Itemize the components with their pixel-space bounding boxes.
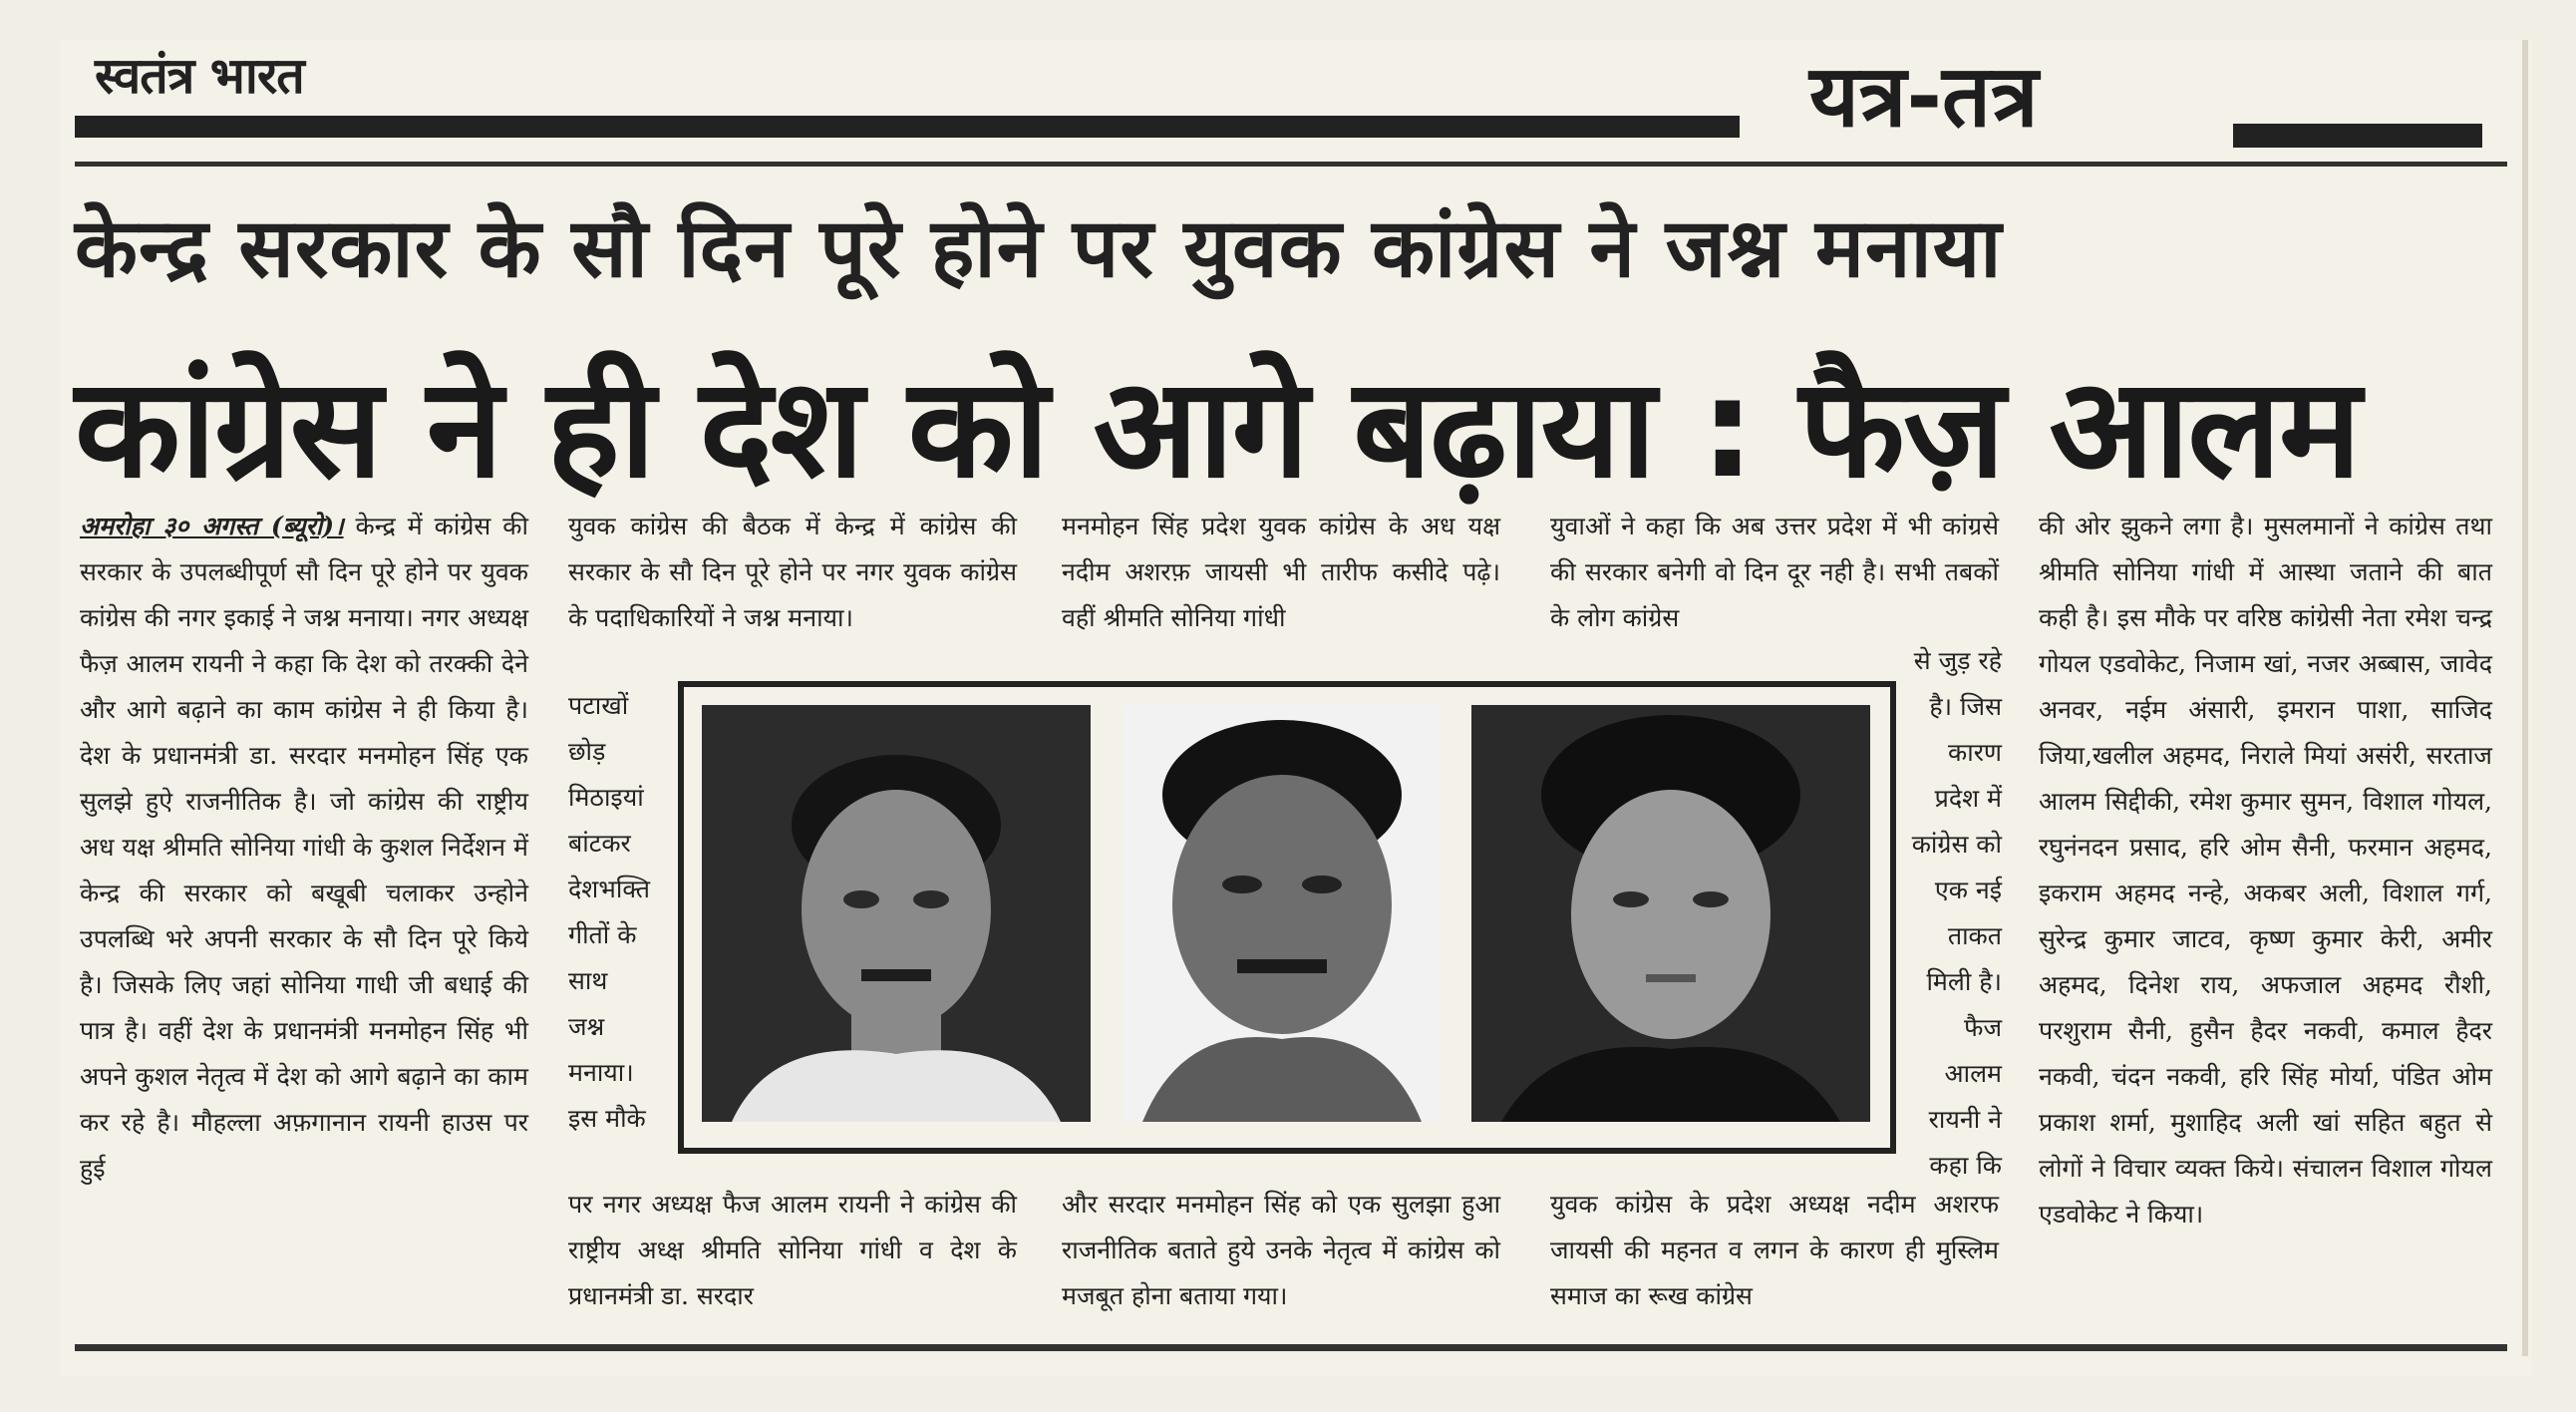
text-line: नईम अंसारी, इमरान पाशा, साजिद जिया,खलील	[2039, 695, 2492, 770]
column-text	[80, 512, 528, 1183]
text-line: अशरफ जायसी की महनत व लगन के	[1550, 1190, 1999, 1264]
text-line: कांग्रेस की सरकार के उपलब्धीपूर्ण सौ	[80, 512, 528, 586]
headline-kicker: केन्द्र सरकार के सौ दिन पूरे होने पर युवक कांग्रेस ने जश्न मनाया	[75, 201, 2003, 296]
article-column-3-top	[1062, 504, 1500, 641]
column-text	[1884, 638, 2002, 1189]
text-line: रायनी ने	[1928, 1105, 2002, 1134]
column-text	[1550, 1182, 1999, 1319]
text-line: प्रधानमंत्री मनमोहन सिंह भी अपने कुशल	[80, 1016, 528, 1091]
column-text	[568, 504, 1017, 641]
text-line: एडवोकेट ने किया।	[2039, 1200, 2204, 1229]
text-line: मिली है।	[1926, 967, 2002, 996]
text-line: इकाई ने जश्न मनाया। नगर अध्यक्ष फैज़	[80, 603, 529, 678]
text-line: दिन पूरे किये है। जिसके लिए जहां सोनिया	[80, 924, 528, 999]
text-line: विचार व्यक्त किये। संचालन विशाल गोयल	[2113, 1154, 2492, 1183]
text-line: गांधी व देश के प्रधानमंत्री डा. सरदार	[568, 1236, 1017, 1310]
article-column-2-top	[568, 504, 1017, 641]
text-line: से जुड़ रहे	[1913, 646, 2002, 675]
text-line: गाधी जी बधाई की पात्र है। वहीं देश के	[80, 970, 528, 1045]
column-text	[568, 683, 668, 1142]
text-line: छोड़	[568, 737, 606, 766]
column-text	[568, 1182, 1017, 1319]
text-line: विशाल गर्ग, सुरेन्द्र कुमार जाटव, कृष्ण कुमार	[2039, 879, 2492, 953]
text-line: पर नगर अध्यक्ष फैज आलम रायनी ने	[568, 1190, 914, 1219]
text-line: सरदार मनमोहन सिंह एक सुलझे हुऐ	[80, 741, 528, 816]
article-column-4-bottom	[1550, 1182, 1999, 1319]
text-line: युवक कांग्रेस की बैठक में केन्द्र में कांग्रेस	[568, 512, 977, 540]
text-line: में केन्द्र की सरकार को बखूबी चलाकर	[80, 833, 528, 907]
text-line: निजाम खां, नजर अब्बास, जावेद अनवर,	[2039, 649, 2492, 724]
text-line: की ओर झुकने लगा है। मुसलमानों ने	[2039, 512, 2379, 540]
article-column-2-narrow	[568, 683, 668, 1142]
column-text	[1550, 504, 1999, 641]
page-edge	[2522, 40, 2528, 1356]
text-line: कांग्रेस को	[1911, 830, 2002, 859]
text-line: कारण	[1948, 738, 2002, 767]
text-line: नेतृत्व में देश को आगे बढ़ाने का काम	[196, 1062, 528, 1091]
text-line: युवाओं ने कहा कि अब उत्तर प्रदेश में	[1550, 512, 1897, 540]
text-line: राजनीतिक है। जो कांग्रेस की राष्ट्रीय अध	[80, 787, 528, 862]
masthead-rule-thin	[75, 162, 2507, 167]
text-line: यक्ष नदीम अशरफ़ जायसी भी तारीफ	[1062, 512, 1500, 586]
column-text	[1062, 1182, 1500, 1319]
masthead-logo: स्वतंत्र भारत	[95, 47, 304, 105]
text-line: रघुनंनदन प्रसाद, हरि ओम सैनी, फरमान	[2039, 833, 2414, 862]
text-line: है। जिस	[1929, 692, 2002, 721]
bottom-rule	[75, 1344, 2507, 1351]
text-line: कांग्रेस की राष्ट्रीय अध्क्ष श्रीमति सोनिया	[568, 1190, 1017, 1264]
text-line: मिठाइयां	[568, 783, 644, 812]
text-line: उन्होने उपलब्धि भरे अपनी सरकार के सौ	[80, 879, 528, 953]
text-line: यक्ष श्रीमति सोनिया गांधी के कुशल निर्देशन	[122, 833, 505, 862]
text-line: दिन पूरे होने पर युवक कांग्रेस की नगर	[80, 557, 528, 632]
text-line: कसीदे पढ़े। वहीं श्रीमति सोनिया गांधी	[1062, 557, 1500, 632]
text-line: केन्द्र में	[355, 512, 423, 540]
text-line: गीतों के	[568, 920, 637, 949]
text-line: अहमद, निराले मियां असंरी, सरताज आलम	[2039, 741, 2492, 816]
text-line: इस मौके	[568, 1104, 646, 1133]
text-line: नकवी, कमाल हैदर नकवी, चंदन नकवी,	[2039, 1016, 2492, 1091]
article-column-4-narrow	[1884, 638, 2002, 1189]
text-line: ही किया है। देश के प्रधानमंत्री डा.	[80, 695, 528, 770]
dateline: अमरोहा ३० अगस्त (ब्यूरो)।	[80, 512, 344, 540]
photo-block	[678, 681, 1896, 1154]
headline-main: कांग्रेस ने ही देश को आगे बढ़ाया : फैज़ आलम	[75, 348, 2360, 509]
text-line: कांग्रेस तथा श्रीमति सोनिया गांधी में आस्था	[2039, 512, 2492, 586]
text-line: मौहल्ला अफ़गानान रायनी हाउस पर हुई	[80, 1108, 529, 1183]
text-line: ताकत	[1947, 921, 2002, 950]
masthead-rule-right	[2233, 124, 2482, 148]
text-line: जताने की बात कही है। इस मौके पर वरिष्ठ	[2039, 557, 2492, 632]
text-line: भी कांग्रसे की सरकार बनेगी वो दिन	[1550, 512, 1999, 586]
article-column-3-bottom	[1062, 1182, 1500, 1319]
text-line: मुशाहिद अली खां सहित बहुत से लोगों ने	[2039, 1108, 2492, 1183]
column-text	[1062, 504, 1500, 641]
text-line: साथ	[568, 966, 608, 995]
text-line: जश्न	[568, 1012, 605, 1041]
text-line: दूर नही है। सभी तबकों के लोग कांग्रेस	[1550, 557, 1999, 632]
text-line: कांग्रेसी नेता रमेश चन्द्र गोयल एडवोकेट,	[2039, 603, 2492, 678]
text-line: आलम	[1944, 1059, 2002, 1088]
text-line: मनाया।	[788, 603, 854, 632]
text-line: एक नई	[1934, 876, 2002, 904]
text-line: देशभक्ति	[568, 875, 650, 903]
text-line: हुआ राजनीतिक बताते हुये उनके नेतृत्व	[1062, 1190, 1500, 1264]
text-line: प्रदेश में	[1934, 784, 2002, 813]
text-line: की सरकार के सौ दिन पूरे होने पर नगर	[568, 512, 1017, 586]
article-column-5	[2039, 504, 2492, 1237]
text-line: पटाखों	[568, 691, 629, 720]
article-column-2-bottom	[568, 1182, 1017, 1319]
text-line: मनमोहन सिंह प्रदेश युवक कांग्रेस के अध	[1062, 512, 1455, 540]
column-text	[2039, 504, 2492, 1237]
masthead-rule-left	[75, 116, 1740, 138]
portrait-photo-1	[702, 705, 1091, 1122]
section-heading: यत्र-तत्र	[1809, 47, 2039, 147]
text-line: कहा कि	[1929, 1151, 2002, 1180]
text-line: सिद्दीकी, रमेश कुमार सुमन, विशाल गोयल,	[2104, 787, 2492, 816]
text-line: अहमद, इकराम अहमद नन्हे, अकबर अली,	[2039, 833, 2492, 907]
text-line: देने और आगे बढ़ाने का काम कांग्रेस ने	[80, 649, 529, 724]
text-line: युवक कांग्रेस के पदाधिकारियों ने जश्न	[568, 557, 1017, 632]
text-line: में कांग्रेस को मजबूत होना बताया गया।	[1062, 1236, 1501, 1310]
portrait-photo-2	[1123, 705, 1442, 1122]
text-line: आलम रायनी ने कहा कि देश को तरक्की	[126, 649, 493, 678]
article-column-4-top	[1550, 504, 1999, 641]
text-line: बांटकर	[568, 829, 631, 858]
text-line: फैज	[1964, 1013, 2002, 1042]
text-line: और सरदार मनमोहन सिंह को एक सुलझा	[1062, 1190, 1451, 1219]
text-line: हरि सिंह मोर्या, पंडित ओम प्रकाश शर्मा,	[2039, 1062, 2492, 1137]
text-line: कारण ही मुस्लिम समाज का रूख कांग्रेस	[1550, 1236, 2000, 1310]
text-line: युवक कांग्रेस के प्रदेश अध्यक्ष नदीम	[1550, 1190, 1916, 1219]
text-line: अहमद रौशी, परशुराम सैनी, हुसैन हैदर	[2039, 970, 2493, 1045]
text-line: कर रहे है।	[80, 1108, 180, 1137]
portrait-photo-3	[1471, 705, 1870, 1122]
article-column-1	[80, 504, 528, 1192]
text-line: केरी, अमीर अहमद, दिनेश राय, अफजाल	[2039, 924, 2493, 999]
text-line: मनाया।	[568, 1058, 634, 1087]
